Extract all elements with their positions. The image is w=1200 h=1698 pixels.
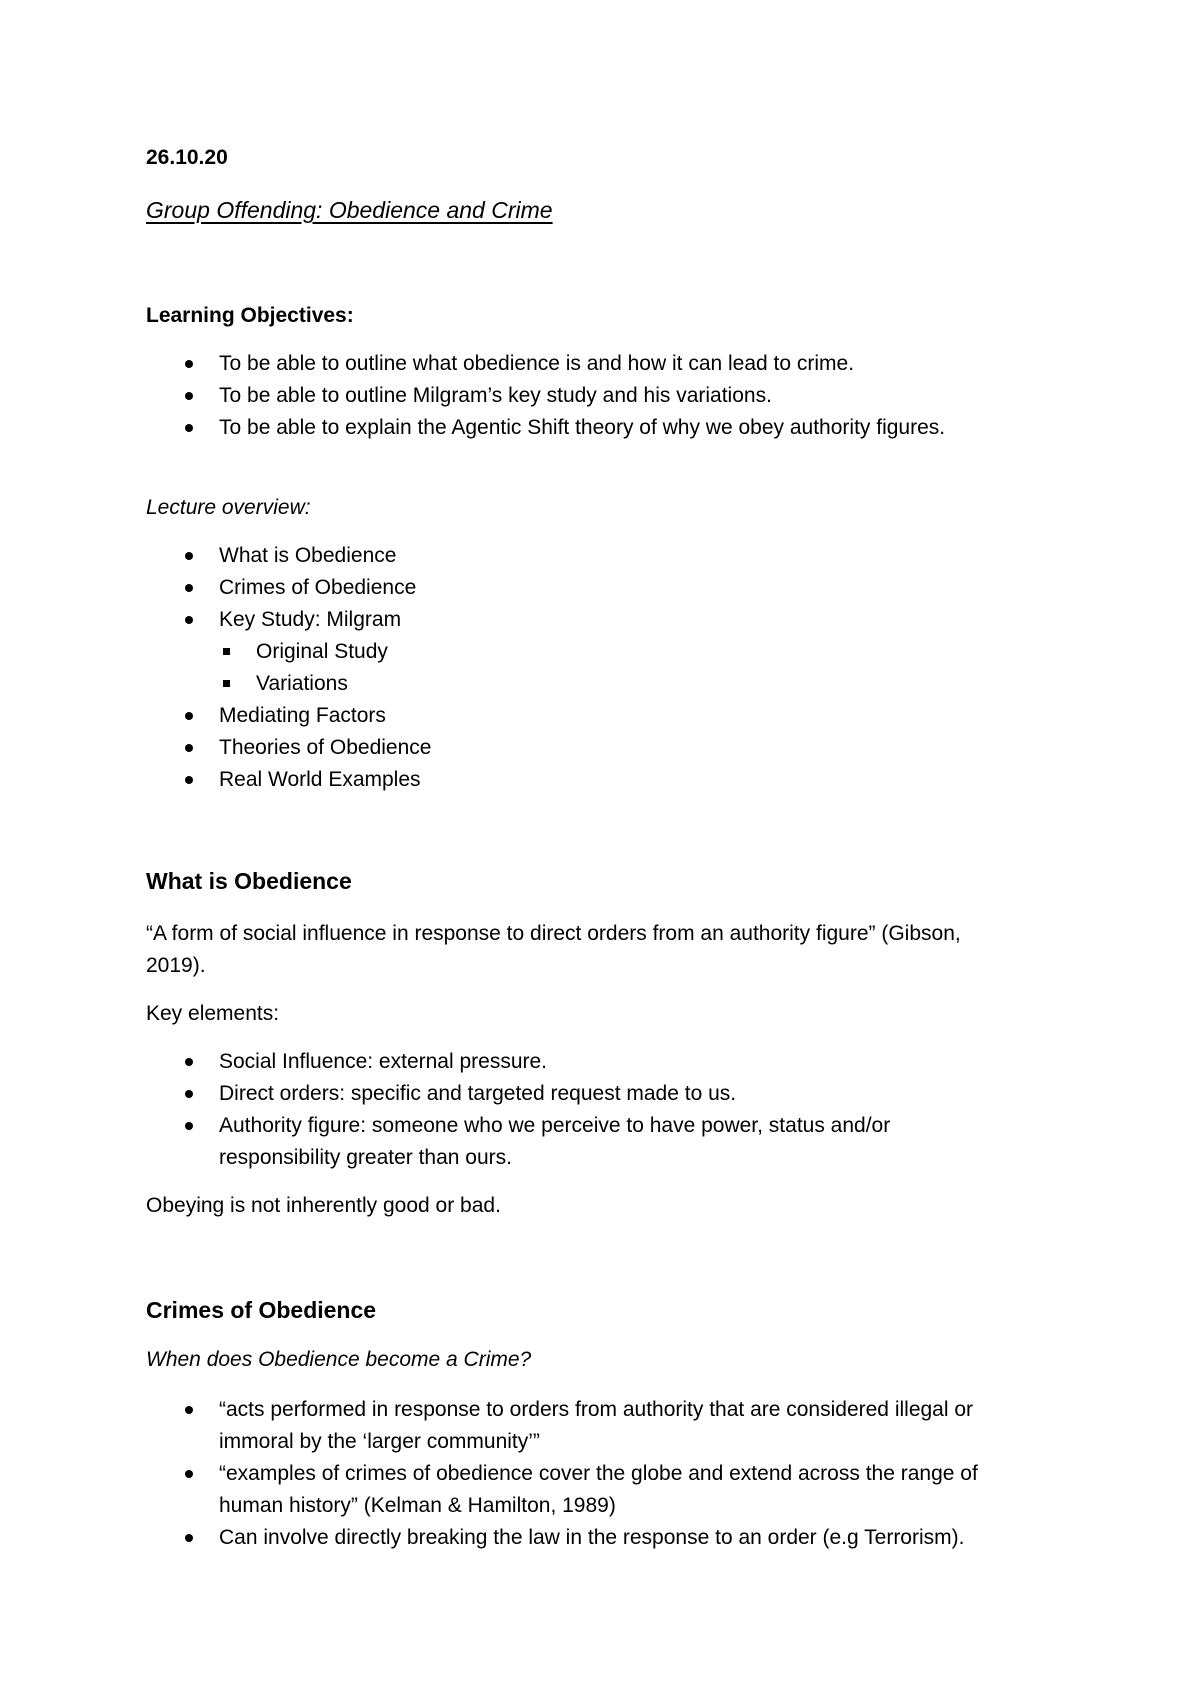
list-item: To be able to explain the Agentic Shift theory of why we obey authority figures. — [146, 412, 945, 444]
bullet-icon — [185, 744, 193, 752]
bullet-icon — [185, 616, 193, 624]
list-item: Can involve directly breaking the law in the response to an order (e.g Terrorism). — [146, 1522, 978, 1554]
bullet-icon — [185, 1058, 193, 1066]
bullet-icon — [185, 392, 193, 400]
lecture-overview-heading: Lecture overview: — [146, 496, 311, 519]
bullet-icon — [185, 1090, 193, 1098]
key-elements-label: Key elements: — [146, 1002, 280, 1025]
list-item: “examples of crimes of obedience cover the globe and extend across the range of — [146, 1458, 978, 1490]
document-date: 26.10.20 — [146, 146, 228, 169]
bullet-icon — [185, 1470, 193, 1478]
list-item: To be able to outline Milgram’s key study and his variations. — [146, 380, 945, 412]
list-item-continuation: responsibility greater than ours. — [219, 1146, 512, 1169]
list-item: “acts performed in response to orders from authority that are considered illegal or — [146, 1394, 978, 1426]
bullet-icon — [185, 424, 193, 432]
learning-objectives-heading: Learning Objectives: — [146, 304, 354, 327]
list-item: Real World Examples — [146, 764, 431, 796]
list-item-continuation: immoral by the ‘larger community’” — [219, 1430, 540, 1453]
list-item: Variations — [146, 668, 431, 700]
definition-quote-line-2: 2019). — [146, 954, 206, 977]
obedience-closing-statement: Obeying is not inherently good or bad. — [146, 1194, 501, 1217]
list-item: Social Influence: external pressure. — [146, 1046, 890, 1078]
square-bullet-icon — [223, 680, 230, 687]
section-heading-what-is-obedience: What is Obedience — [146, 868, 352, 894]
bullet-icon — [185, 1534, 193, 1542]
list-item-continuation: human history” (Kelman & Hamilton, 1989) — [219, 1494, 616, 1517]
square-bullet-icon — [223, 648, 230, 655]
list-item: Key Study: Milgram — [146, 604, 431, 636]
bullet-icon — [185, 552, 193, 560]
list-item: Original Study — [146, 636, 431, 668]
key-elements-list — [146, 1046, 890, 1174]
list-item: Authority figure: someone who we perceive to have power, status and/or — [146, 1110, 890, 1142]
bullet-icon — [185, 1406, 193, 1414]
list-item: Crimes of Obedience — [146, 572, 431, 604]
learning-objectives-list — [146, 348, 945, 444]
definition-quote-line-1: “A form of social influence in response to direct orders from an authority figure” (Gibson, — [146, 922, 961, 945]
document-title: Group Offending: Obedience and Crime — [146, 197, 553, 223]
bullet-icon — [185, 712, 193, 720]
list-item: Mediating Factors — [146, 700, 431, 732]
bullet-icon — [185, 776, 193, 784]
list-item: Direct orders: specific and targeted request made to us. — [146, 1078, 890, 1110]
crimes-of-obedience-list — [146, 1394, 978, 1554]
list-item: Theories of Obedience — [146, 732, 431, 764]
bullet-icon — [185, 1122, 193, 1130]
list-item: What is Obedience — [146, 540, 431, 572]
bullet-icon — [185, 360, 193, 368]
list-item: To be able to outline what obedience is and how it can lead to crime. — [146, 348, 945, 380]
bullet-icon — [185, 584, 193, 592]
section-heading-crimes-of-obedience: Crimes of Obedience — [146, 1297, 377, 1323]
lecture-overview-list — [146, 540, 431, 796]
crimes-of-obedience-subheading: When does Obedience become a Crime? — [146, 1348, 532, 1371]
